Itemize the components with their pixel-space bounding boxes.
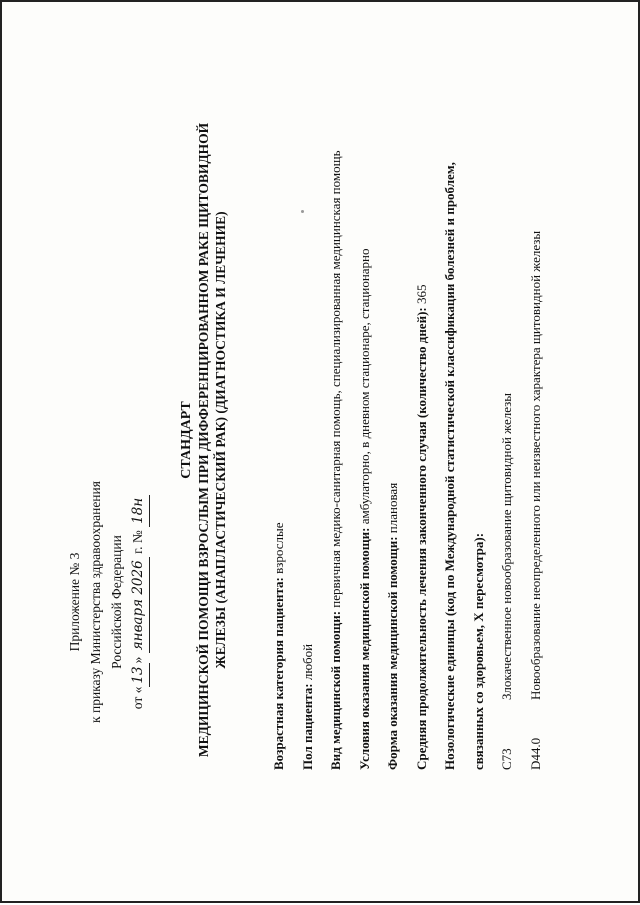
icd-code: C73 (499, 748, 514, 770)
field-care-conditions: Условия оказания медицинской помощи: амбулаторно, в дневном стационаре, стационарно (356, 248, 372, 770)
order-country: Российской Федерации (109, 535, 124, 669)
order-month-year: января 2026 (128, 557, 150, 653)
title-line-2: ЖЕЛЕЗЫ (АНАПЛАСТИЧЕСКИЙ РАК) (ДИАГНОСТИКА И ЛЕЧЕНИЕ) (213, 211, 228, 669)
document-title (178, 105, 229, 775)
order-date-line: от «13» января 2026 г. № 18н (127, 452, 150, 752)
nosology-label-2: связанных со здоровьем, X пересмотра): (470, 532, 486, 770)
order-ministry: к приказу Министерства здравоохранения (88, 481, 103, 723)
field-duration: Средняя продолжительность лечения законченного случая (количество дней): 365 (413, 284, 429, 770)
field-age: Возрастная категория пациента: взрослые (271, 522, 286, 770)
title-line-1: МЕДИЦИНСКОЙ ПОМОЩИ ВЗРОСЛЫМ ПРИ ДИФФЕРЕНЦИРОВАННОМ РАКЕ ЩИТОВИДНОЙ (196, 122, 211, 758)
field-care-form: Форма оказания медицинской помощи: плановая (385, 482, 400, 770)
field-sex: Пол пациента: любой (299, 643, 315, 770)
icd-name: Злокачественное новообразование щитовидной железы (499, 392, 514, 700)
field-care-type: Вид медицинской помощи: первичная медико-санитарная помощь, специализированная медицинская помощь (328, 150, 343, 770)
rotated-sheet (2, 2, 640, 905)
icd-name: Новообразование неопределенного или неизвестного характера щитовидной железы (527, 230, 543, 700)
nosology-code-row (522, 130, 551, 770)
appendix-label: Приложение № 3 (67, 552, 82, 652)
order-day: 13 (128, 663, 150, 686)
order-number: 18н (128, 495, 150, 527)
approval-block (64, 452, 150, 752)
nosology-label-1: Нозологические единицы (код по Международной статистической классификации болезней и проблем, (442, 162, 457, 770)
nosology-code-row (493, 130, 522, 770)
title-standard: СТАНДАРТ (179, 401, 194, 479)
standard-body (265, 130, 550, 770)
icd-code: D44.0 (527, 737, 543, 770)
